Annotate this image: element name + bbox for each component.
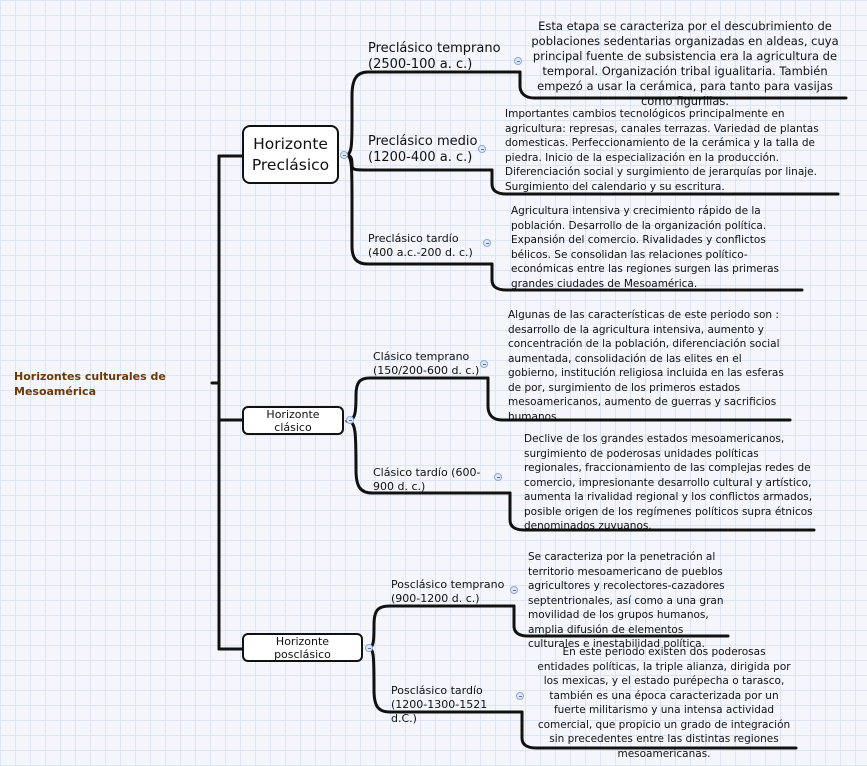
description-posclasico-temprano: Se caracteriza por la penetración al territorio mesoamericano de pueblos agricultores y recolectores-cazadores septentrionales, así como a una gran movilidad de los grupos humanos, amplia difusión de elementos culturales e inestabilidad política. [528,551,725,650]
branch-horizonte-preclasico[interactable]: Horizonte Preclásico [242,125,339,184]
branch-horizonte-posclasico[interactable]: Horizonte posclásico [242,633,363,662]
subtopic-clasico-temprano[interactable]: Clásico temprano (150/200-600 d. c.) [373,350,480,377]
collapse-icon[interactable] [340,151,348,159]
collapse-icon[interactable] [510,586,518,594]
subtopic-posclasico-temprano[interactable]: Posclásico temprano (900-1200 d. c.) [391,578,505,605]
subtopic-preclasico-temprano[interactable]: Preclásico temprano (2500-100 a. c.) [368,41,501,72]
description-preclasico-medio: Importantes cambios tecnológicos principalmente en agricultura: represas, canales terrazas. Variedad de plantas domesticas. Perfeccionamiento de la cerámica y la talla de piedra. Inicio de la especialización en la producción. Diferenciación social y surgimiento de jerarquías por linaje. Surgimiento del calendario y su escritura. [505,108,819,193]
collapse-icon[interactable] [494,473,502,481]
description-posclasico-tardio: En este periodo existen dos poderosas entidades políticas, la triple alianza, dirigida por los mexicas, y el estado purépecha o tarasco, también es una época caracterizada por un fuerte militarismo y una intensa actividad comercial, que propicio un grado de integración sin precedentes entre las distintas regiones mesoamericanas. [537,646,791,760]
central-topic[interactable]: Horizontes culturales de Mesoamérica [14,370,166,398]
subtopic-posclasico-tardio[interactable]: Posclásico tardío (1200-1300-1521 d.C.) [391,684,488,725]
collapse-icon[interactable] [346,416,354,424]
description-clasico-temprano: Algunas de las características de este periodo son : desarrollo de la agricultura intensiva, aumento y concentración de la población, diferenciación social aumentada, consolidación de las elites en el gobierno, institución religiosa incluida en las esferas de por, surgimiento de los primeros estados mesoamericanos, aumento de guerras y sacrificios humanos. [508,309,784,423]
subtopic-preclasico-medio[interactable]: Preclásico medio (1200-400 a. c.) [368,134,478,165]
collapse-icon[interactable] [478,145,486,153]
collapse-icon[interactable] [480,360,488,368]
subtopic-preclasico-tardio[interactable]: Preclásico tardío (400 a.c.-200 d. c.) [368,232,473,259]
description-preclasico-tardio: Agricultura intensiva y crecimiento rápido de la población. Desarrollo de la organización política. Expansión del comercio. Rivalidades y conflictos bélicos. Se consolidan las relaciones político-económicas entre las regiones surgen las primeras grandes ciudades de Mesoamérica. [511,205,779,290]
collapse-icon[interactable] [514,57,522,65]
description-preclasico-temprano: Esta etapa se caracteriza por el descubrimiento de poblaciones sedentarias organizadas en aldeas, cuya principal fuente de subsistencia era la agricultura de temporal. Organización tribal igualitaria. También empezó a usar la cerámica, para tanto para vasijas como figurillas. [531,19,839,108]
description-clasico-tardio: Declive de los grandes estados mesoamericanos, surgimiento de poderosas unidades políticas regionales, fraccionamiento de las complejas redes de comercio, impresionante desarrollo cultural y artístico, aumenta la rivalidad regional y los conflictos armados, posible origen de los regímenes políticos supra étnicos denominados zuyuanos. [524,433,813,532]
collapse-icon[interactable] [365,644,373,652]
branch-horizonte-clasico[interactable]: Horizonte clásico [242,406,344,435]
collapse-icon[interactable] [483,239,491,247]
subtopic-clasico-tardio[interactable]: Clásico tardío (600-900 d. c.) [373,466,481,493]
collapse-icon[interactable] [516,692,524,700]
